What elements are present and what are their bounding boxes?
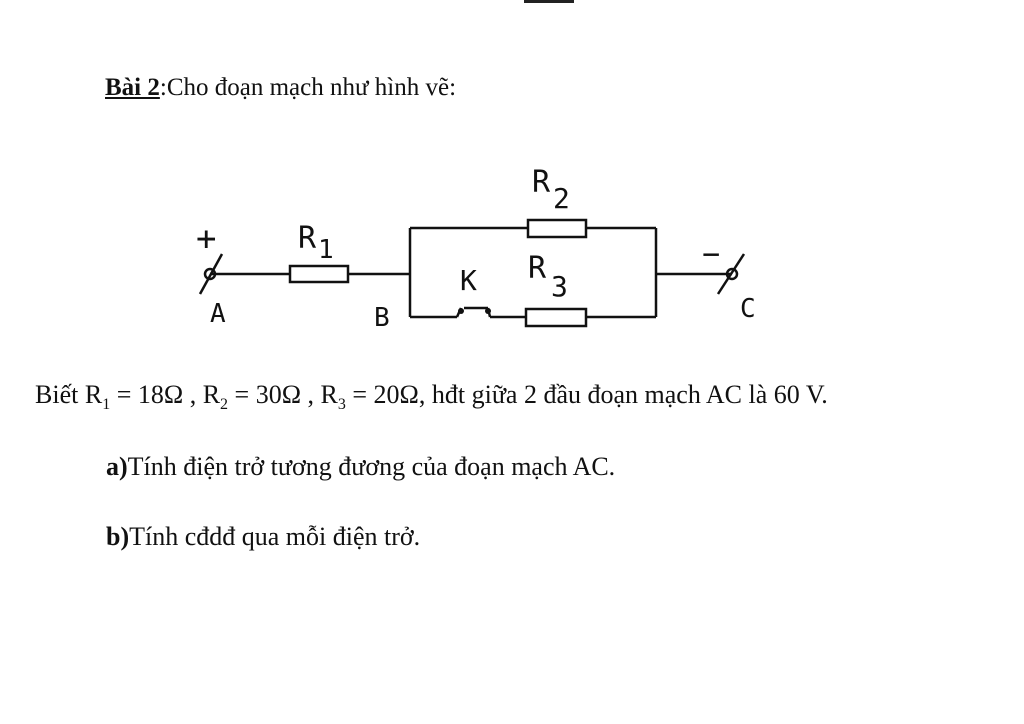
given-r1 (84, 380, 184, 414)
question-a (106, 452, 615, 482)
r3-letter: R (528, 251, 547, 286)
resistor-r2 (528, 220, 586, 237)
r2-index: 2 (553, 182, 570, 215)
circuit-diagram (0, 150, 1024, 350)
given-r1-index: 1 (102, 396, 111, 414)
given-r3-letter: R (320, 380, 338, 409)
question-b-text: Tính cđdđ qua mỗi điện trở. (129, 522, 421, 551)
r1-index: 1 (318, 235, 334, 265)
r2-letter: R (532, 165, 551, 200)
given-r1-value: = 18Ω (116, 380, 184, 409)
minus-sign: − (702, 237, 721, 272)
given-r2-value: = 30Ω (234, 380, 302, 409)
switch-k-label: K (460, 264, 477, 297)
switch-contact-right (485, 308, 491, 314)
problem-intro: :Cho đoạn mạch như hình vẽ: (159, 74, 457, 101)
given-r2 (202, 380, 302, 414)
node-b-label: B (374, 303, 390, 333)
given-sep2: , (301, 380, 321, 409)
switch-contact-left (458, 308, 464, 314)
question-b-label: b) (106, 522, 130, 551)
given-suffix: , hđt giữa 2 đầu đoạn mạch AC là 60 V. (418, 380, 828, 409)
problem-number: Bài 2 (105, 74, 160, 101)
node-c-label: C (740, 294, 756, 324)
plus-sign: + (196, 219, 217, 259)
r1-letter: R (298, 221, 317, 256)
given-r1-letter: R (84, 380, 103, 409)
question-a-label: a) (106, 452, 128, 481)
given-r2-letter: R (202, 380, 221, 409)
resistor-r1 (290, 266, 348, 282)
given-sep1: , (183, 380, 203, 409)
question-b (106, 522, 420, 552)
given-values (35, 380, 828, 414)
given-prefix: Biết (35, 380, 79, 409)
resistor-r3 (526, 309, 586, 326)
given-r3 (320, 380, 419, 414)
top-edge-mark (524, 0, 574, 3)
question-a-text: Tính điện trở tương đương của đoạn mạch AC. (127, 452, 616, 481)
problem-title (105, 74, 456, 102)
r3-index: 3 (551, 270, 568, 303)
given-r3-value: = 20Ω (352, 380, 419, 409)
given-r2-index: 2 (220, 396, 229, 414)
node-a-label: A (210, 299, 226, 329)
given-r3-index: 3 (337, 396, 346, 414)
